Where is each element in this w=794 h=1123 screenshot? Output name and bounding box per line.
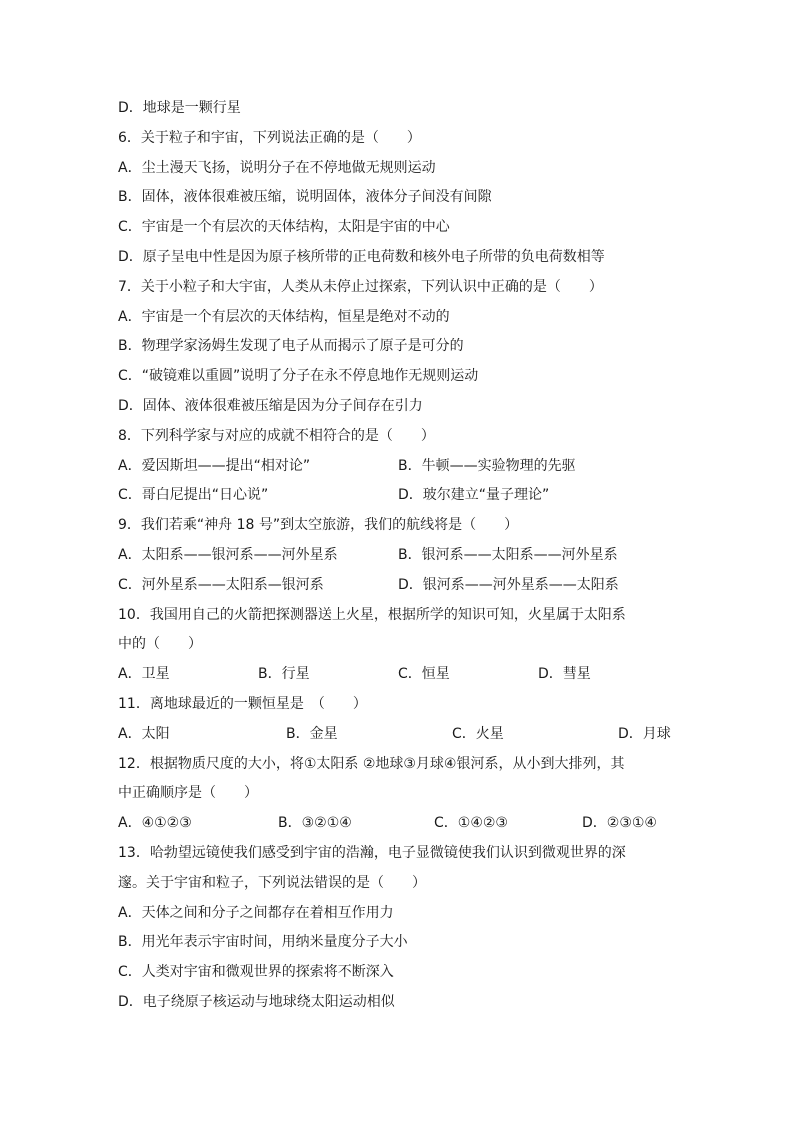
q6-option-c: C．宇宙是一个有层次的天体结构，太阳是宇宙的中心 (118, 219, 450, 236)
q11-option-b: B．金星 (286, 725, 338, 742)
q9-option-c: C．河外星系——太阳系—银河系 (118, 576, 324, 593)
q11-options (118, 720, 678, 750)
q11-option-c: C．火星 (452, 725, 504, 742)
document-page (118, 94, 678, 1018)
q7-option-c: C．“破镜难以重圆”说明了分子在永不停息地作无规则运动 (118, 368, 479, 385)
q10-options (118, 660, 678, 690)
q10-stem-line2: 中的（ ） (118, 636, 202, 653)
q8-option-c: C．哥白尼提出“日心说” (118, 487, 269, 504)
q6-option-a: A．尘土漫天飞扬，说明分子在不停地做无规则运动 (118, 159, 436, 176)
q13-stem-line2: 邃。关于宇宙和粒子，下列说法错误的是（ ） (118, 874, 426, 891)
q6-stem: 6．关于粒子和宇宙，下列说法正确的是（ ） (118, 129, 421, 146)
q12-option-a: A．④①②③ (118, 815, 192, 832)
q6-option-d: D．原子呈电中性是因为原子核所带的正电荷数和核外电子所带的负电荷数相等 (118, 248, 605, 265)
q8-options-row2 (118, 481, 678, 511)
q7-stem: 7．关于小粒子和大宇宙，人类从未停止过探索，下列认识中正确的是（ ） (118, 278, 603, 295)
q7-option-d: D．固体、液体很难被压缩是因为分子间存在引力 (118, 397, 423, 414)
q8-stem: 8．下列科学家与对应的成就不相符合的是（ ） (118, 427, 435, 444)
q11-stem: 11．离地球最近的一颗恒星是 （ ） (118, 695, 367, 712)
q8-options-row1 (118, 452, 678, 482)
q8-option-d: D．玻尔建立“量子理论” (398, 487, 550, 504)
q11-option-a: A．太阳 (118, 725, 170, 742)
q13-stem-line1: 13．哈勃望远镜使我们感受到宇宙的浩瀚，电子显微镜使我们认识到微观世界的深 (118, 844, 626, 861)
q10-option-d: D．彗星 (538, 666, 591, 683)
q12-option-b: B．③②①④ (278, 815, 352, 832)
q12-stem-line2: 中正确顺序是（ ） (118, 785, 258, 802)
q9-options-row2 (118, 571, 678, 601)
q11-option-d: D．月球 (618, 725, 671, 742)
q7-option-a: A．宇宙是一个有层次的天体结构，恒星是绝对不动的 (118, 308, 450, 325)
q12-option-d: D．②③①④ (582, 815, 657, 832)
q13-option-c: C．人类对宇宙和微观世界的探索将不断深入 (118, 964, 394, 981)
q9-option-a: A．太阳系——银河系——河外星系 (118, 546, 338, 563)
q9-stem: 9．我们若乘“神舟 18 号”到太空旅游，我们的航线将是（ ） (118, 517, 519, 534)
q10-option-a: A．卫星 (118, 666, 170, 683)
q7-option-b: B．物理学家汤姆生发现了电子从而揭示了原子是可分的 (118, 338, 464, 355)
q8-option-b: B．牛顿——实验物理的先驱 (398, 457, 576, 474)
q12-stem-line1: 12．根据物质尺度的大小，将①太阳系 ②地球③月球④银河系，从小到大排列，其 (118, 755, 625, 772)
q9-option-b: B．银河系——太阳系——河外星系 (398, 546, 618, 563)
q10-option-b: B．行星 (258, 666, 310, 683)
q9-options-row1 (118, 541, 678, 571)
q13-option-a: A．天体之间和分子之间都存在着相互作用力 (118, 904, 394, 921)
q12-options (118, 809, 678, 839)
q8-option-a: A．爱因斯坦——提出“相对论” (118, 457, 311, 474)
q13-option-b: B．用光年表示宇宙时间，用纳米量度分子大小 (118, 934, 408, 951)
q13-option-d: D．电子绕原子核运动与地球绕太阳运动相似 (118, 993, 395, 1010)
q12-option-c: C．①④②③ (434, 815, 508, 832)
q5-option-d: D．地球是一颗行星 (118, 100, 241, 116)
q10-option-c: C．恒星 (398, 666, 450, 683)
q6-option-b: B．固体，液体很难被压缩，说明固体，液体分子间没有间隙 (118, 189, 492, 206)
q10-stem-line1: 10．我国用自己的火箭把探测器送上火星，根据所学的知识可知，火星属于太阳系 (118, 606, 626, 623)
q9-option-d: D．银河系——河外星系——太阳系 (398, 576, 619, 593)
